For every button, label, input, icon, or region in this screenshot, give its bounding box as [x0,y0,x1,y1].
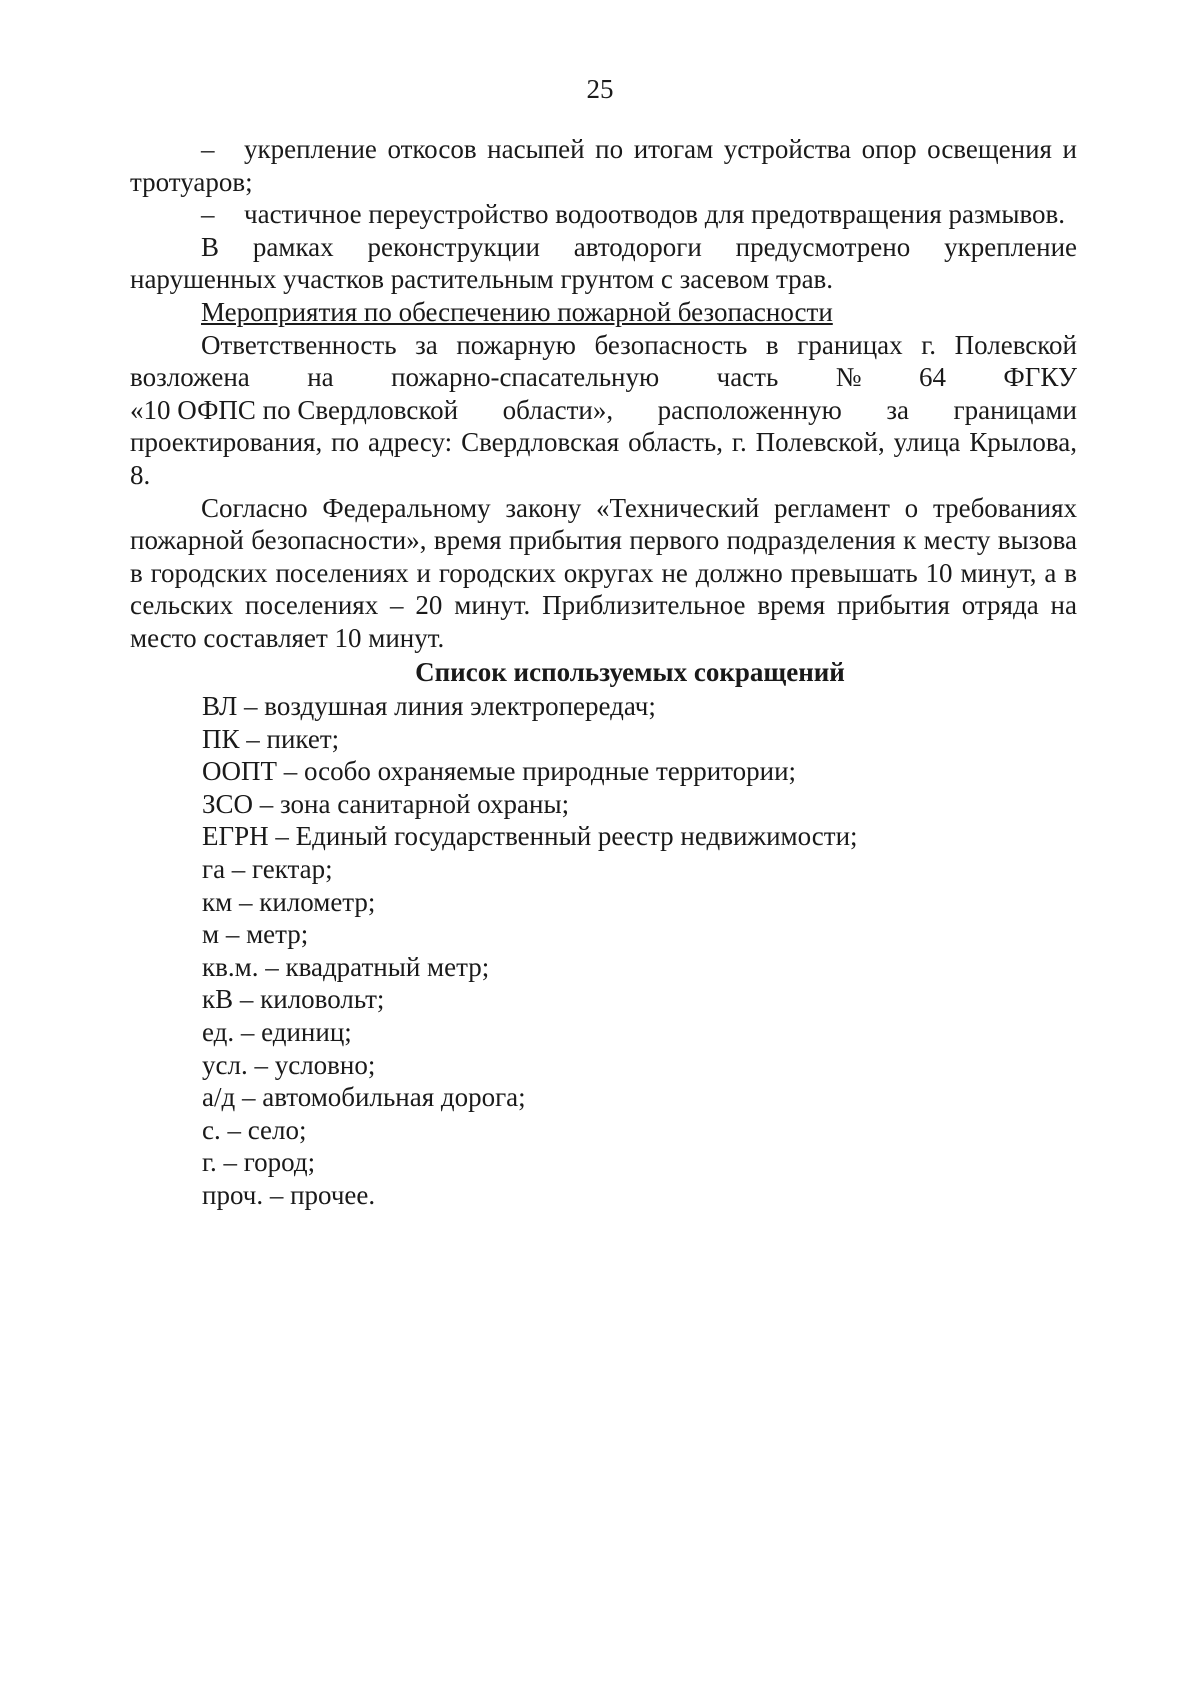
list-item: ПК – пикет; [202,723,340,754]
word: на [307,362,334,393]
list-item: га – гектар; [202,853,333,884]
word: «10 ОФПС по Свердловской [130,394,459,425]
list-item: усл. – условно; [202,1049,376,1080]
word: пожарно-спасательную [391,362,660,393]
list-item: ед. – единиц; [202,1016,352,1047]
fire-safety-line-3 [130,394,1077,427]
list-item: ВЛ – воздушная линия электропередач; [202,691,656,721]
list-item: ЕГРН – Единый государственный реестр недвижимости; [202,821,858,852]
list-item: кв.м. – квадратный метр; [202,951,490,982]
list-item: ЗСО – зона санитарной охраны; [202,788,570,819]
word: ФГКУ [1003,362,1077,393]
list-item: проч. – прочее. [202,1179,376,1210]
word: области», [502,394,614,425]
list-item: м – метр; [202,919,309,950]
abbreviations-list [202,690,858,1212]
dash-item-text: укрепление откосов насыпей по итогам устройства опор освещения и тротуаров; [130,134,1077,197]
body-text [130,133,1077,655]
list-item: а/д – автомобильная дорога; [202,1082,526,1113]
dash-item-text: частичное переустройство водоотводов для предотвращения размывов. [244,199,1066,230]
word: за [886,394,910,425]
word: № [835,362,862,393]
dash-marker: – [201,134,215,164]
dash-item [130,133,1077,198]
regulation-paragraph: Согласно Федеральному закону «Технический регламент о требованиях пожарной безопасности», время прибытия первого подразделения к месту вызова в городских поселениях и городских округах не должно превышать 10 минут, а в сельских поселениях – 20 минут. Приблизительное время прибытия отряда на место составляет 10 минут. [130,492,1077,653]
word: границами [953,394,1077,425]
page-number: 25 [586,74,614,104]
fire-safety-line-4: проектирования, по адресу: Свердловская область, г. Полевской, улица Крылова, 8. [130,427,1077,490]
dash-item [130,198,1077,231]
fire-safety-heading: Мероприятия по обеспечению пожарной безопасности [201,296,833,327]
list-item: км – километр; [202,886,376,917]
dash-marker: – [201,199,215,230]
list-item: с. – село; [202,1114,307,1145]
abbreviations-title: Список используемых сокращений [415,657,845,687]
reconstruction-paragraph: В рамках реконструкции автодороги предусмотрено укрепление нарушенных участков растительным грунтом с засевом трав. [130,231,1077,295]
fire-safety-line-2 [130,361,1077,394]
list-item: ООПТ – особо охраняемые природные территории; [202,756,797,787]
word: расположенную [657,394,842,425]
list-item: кВ – киловольт; [202,984,385,1015]
list-item: г. – город; [202,1147,316,1178]
word: часть [716,362,779,393]
word: 64 [918,362,946,393]
word: возложена [130,362,250,393]
fire-safety-line-1: Ответственность за пожарную безопасность в границах г. Полевской [201,329,1077,360]
